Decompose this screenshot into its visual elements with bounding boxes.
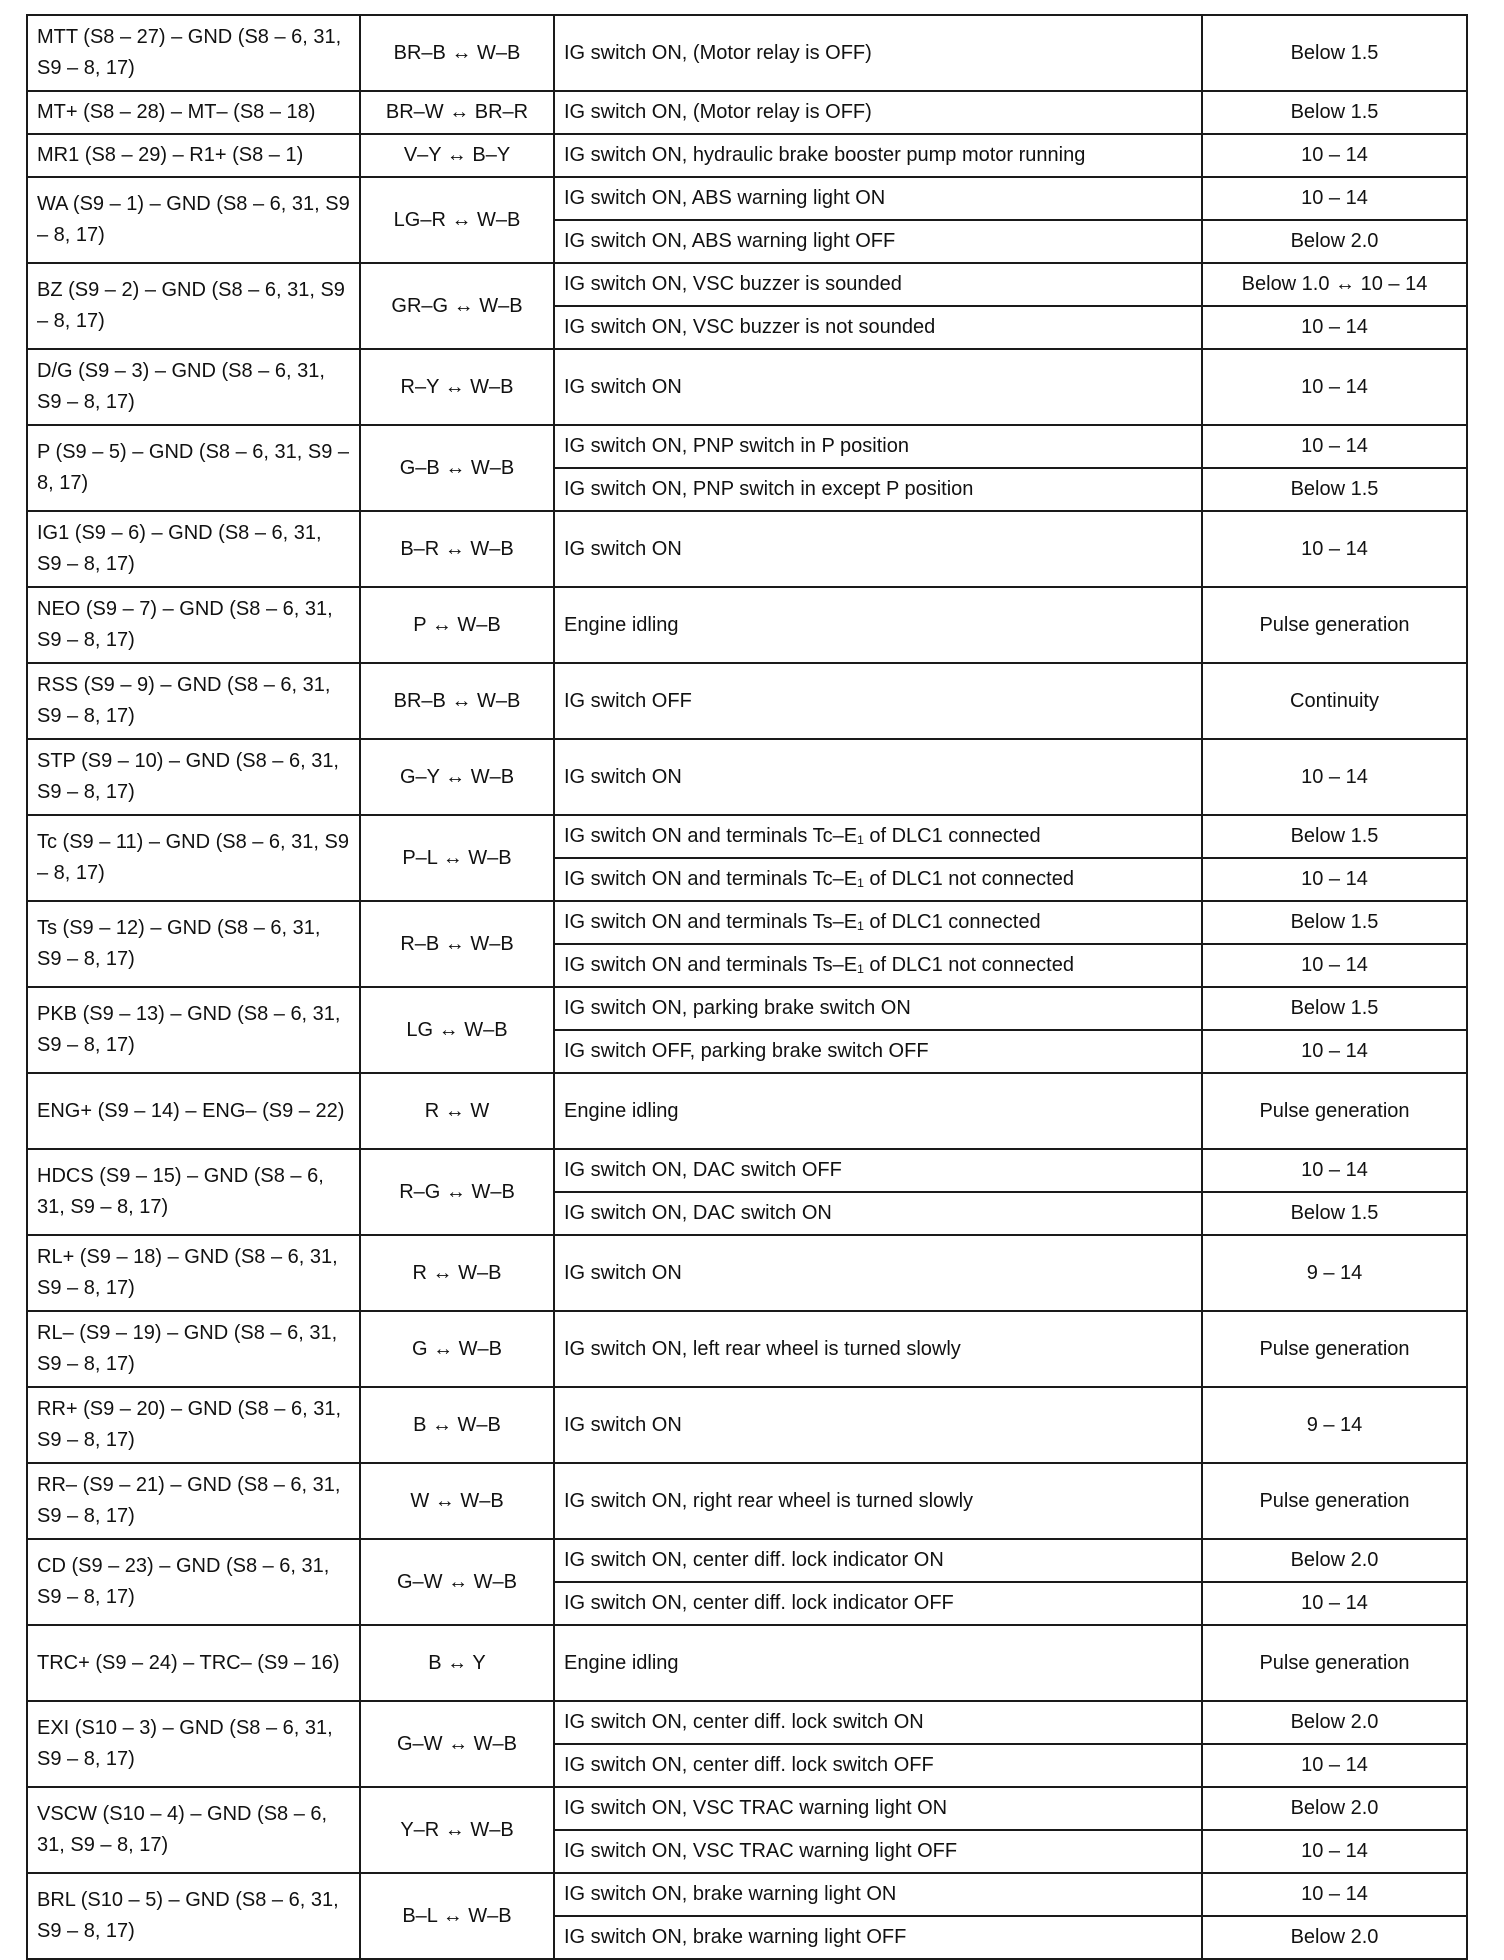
condition-cell: IG switch ON, center diff. lock switch ON (554, 1701, 1202, 1744)
table-row (27, 263, 1467, 306)
wire-color-cell: Y–R ↔ W–B (360, 1787, 554, 1873)
specified-condition-cell: 9 – 14 (1202, 1235, 1467, 1311)
specified-condition-cell: Below 1.5 (1202, 815, 1467, 858)
specified-condition-cell: Continuity (1202, 663, 1467, 739)
specified-condition-cell: Below 1.5 (1202, 91, 1467, 134)
wire-color-cell: G–W ↔ W–B (360, 1701, 554, 1787)
condition-cell: IG switch ON, VSC buzzer is not sounded (554, 306, 1202, 349)
specified-condition-cell: Pulse generation (1202, 1311, 1467, 1387)
condition-cell: IG switch ON and terminals Tc–E₁ of DLC1 not connected (554, 858, 1202, 901)
terminal-cell: RSS (S9 – 9) – GND (S8 – 6, 31, S9 – 8, 17) (27, 663, 360, 739)
condition-cell: Engine idling (554, 587, 1202, 663)
terminal-cell: P (S9 – 5) – GND (S8 – 6, 31, S9 – 8, 17) (27, 425, 360, 511)
specified-condition-cell: 10 – 14 (1202, 1830, 1467, 1873)
condition-cell: IG switch ON, brake warning light ON (554, 1873, 1202, 1916)
specified-condition-cell: 10 – 14 (1202, 858, 1467, 901)
specified-condition-cell: Pulse generation (1202, 1463, 1467, 1539)
specified-condition-cell: 10 – 14 (1202, 1030, 1467, 1073)
condition-cell: IG switch ON, DAC switch ON (554, 1192, 1202, 1235)
table-row (27, 1539, 1467, 1582)
wire-color-cell: P ↔ W–B (360, 587, 554, 663)
table-row (27, 739, 1467, 815)
condition-cell: IG switch ON and terminals Ts–E₁ of DLC1 connected (554, 901, 1202, 944)
table-row (27, 1311, 1467, 1387)
wire-color-cell: LG–R ↔ W–B (360, 177, 554, 263)
specified-condition-cell: 10 – 14 (1202, 1744, 1467, 1787)
specified-condition-cell: 10 – 14 (1202, 177, 1467, 220)
table-row (27, 1073, 1467, 1149)
specified-condition-cell: Below 1.5 (1202, 15, 1467, 91)
condition-cell: IG switch ON and terminals Tc–E₁ of DLC1 connected (554, 815, 1202, 858)
wire-color-cell: GR–G ↔ W–B (360, 263, 554, 349)
table-row (27, 1149, 1467, 1192)
wire-color-cell: W ↔ W–B (360, 1463, 554, 1539)
terminal-cell: RL– (S9 – 19) – GND (S8 – 6, 31, S9 – 8, 17) (27, 1311, 360, 1387)
terminal-cell: STP (S9 – 10) – GND (S8 – 6, 31, S9 – 8, 17) (27, 739, 360, 815)
condition-cell: IG switch ON (554, 739, 1202, 815)
wire-color-cell: G ↔ W–B (360, 1311, 554, 1387)
condition-cell: IG switch ON, brake warning light OFF (554, 1916, 1202, 1959)
specified-condition-cell: 10 – 14 (1202, 425, 1467, 468)
terminal-cell: D/G (S9 – 3) – GND (S8 – 6, 31, S9 – 8, 17) (27, 349, 360, 425)
terminal-cell: PKB (S9 – 13) – GND (S8 – 6, 31, S9 – 8, 17) (27, 987, 360, 1073)
condition-cell: IG switch ON, parking brake switch ON (554, 987, 1202, 1030)
terminal-cell: MR1 (S8 – 29) – R1+ (S8 – 1) (27, 134, 360, 177)
terminal-inspection-table (26, 14, 1468, 1960)
table-row (27, 425, 1467, 468)
condition-cell: IG switch OFF (554, 663, 1202, 739)
specified-condition-cell: 10 – 14 (1202, 739, 1467, 815)
wire-color-cell: BR–B ↔ W–B (360, 15, 554, 91)
terminal-cell: RR– (S9 – 21) – GND (S8 – 6, 31, S9 – 8, 17) (27, 1463, 360, 1539)
table-row (27, 1873, 1467, 1916)
specified-condition-cell: Pulse generation (1202, 587, 1467, 663)
terminal-cell: RL+ (S9 – 18) – GND (S8 – 6, 31, S9 – 8, 17) (27, 1235, 360, 1311)
condition-cell: IG switch ON, center diff. lock indicator OFF (554, 1582, 1202, 1625)
condition-cell: IG switch ON (554, 511, 1202, 587)
table-row (27, 1787, 1467, 1830)
specified-condition-cell: 10 – 14 (1202, 306, 1467, 349)
specified-condition-cell: Pulse generation (1202, 1073, 1467, 1149)
condition-cell: Engine idling (554, 1625, 1202, 1701)
condition-cell: IG switch ON, PNP switch in P position (554, 425, 1202, 468)
wire-color-cell: B ↔ Y (360, 1625, 554, 1701)
table-row (27, 587, 1467, 663)
specified-condition-cell: Below 1.5 (1202, 468, 1467, 511)
terminal-cell: VSCW (S10 – 4) – GND (S8 – 6, 31, S9 – 8, 17) (27, 1787, 360, 1873)
terminal-cell: NEO (S9 – 7) – GND (S8 – 6, 31, S9 – 8, 17) (27, 587, 360, 663)
condition-cell: IG switch ON, ABS warning light ON (554, 177, 1202, 220)
terminal-cell: WA (S9 – 1) – GND (S8 – 6, 31, S9 – 8, 17) (27, 177, 360, 263)
terminal-cell: BZ (S9 – 2) – GND (S8 – 6, 31, S9 – 8, 17) (27, 263, 360, 349)
condition-cell: IG switch ON (554, 1387, 1202, 1463)
terminal-cell: TRC+ (S9 – 24) – TRC– (S9 – 16) (27, 1625, 360, 1701)
wire-color-cell: B ↔ W–B (360, 1387, 554, 1463)
condition-cell: IG switch ON, center diff. lock switch OFF (554, 1744, 1202, 1787)
condition-cell: IG switch ON, PNP switch in except P position (554, 468, 1202, 511)
terminal-cell: BRL (S10 – 5) – GND (S8 – 6, 31, S9 – 8, 17) (27, 1873, 360, 1959)
specified-condition-cell: 9 – 14 (1202, 1387, 1467, 1463)
table-row (27, 91, 1467, 134)
terminal-cell: IG1 (S9 – 6) – GND (S8 – 6, 31, S9 – 8, 17) (27, 511, 360, 587)
terminal-cell: EXI (S10 – 3) – GND (S8 – 6, 31, S9 – 8, 17) (27, 1701, 360, 1787)
wire-color-cell: G–W ↔ W–B (360, 1539, 554, 1625)
specified-condition-cell: 10 – 14 (1202, 511, 1467, 587)
table-row (27, 177, 1467, 220)
wire-color-cell: LG ↔ W–B (360, 987, 554, 1073)
specified-condition-cell: 10 – 14 (1202, 349, 1467, 425)
specified-condition-cell: Below 2.0 (1202, 1701, 1467, 1744)
specified-condition-cell: Below 1.5 (1202, 987, 1467, 1030)
condition-cell: IG switch ON, left rear wheel is turned slowly (554, 1311, 1202, 1387)
specified-condition-cell: 10 – 14 (1202, 134, 1467, 177)
specified-condition-cell: 10 – 14 (1202, 1149, 1467, 1192)
wire-color-cell: P–L ↔ W–B (360, 815, 554, 901)
condition-cell: IG switch ON (554, 349, 1202, 425)
table-row (27, 1387, 1467, 1463)
condition-cell: IG switch ON (554, 1235, 1202, 1311)
specified-condition-cell: Below 2.0 (1202, 1916, 1467, 1959)
wire-color-cell: R ↔ W (360, 1073, 554, 1149)
table-row (27, 987, 1467, 1030)
wire-color-cell: R–Y ↔ W–B (360, 349, 554, 425)
wire-color-cell: B–L ↔ W–B (360, 1873, 554, 1959)
specified-condition-cell: Below 1.5 (1202, 901, 1467, 944)
terminal-cell: Tc (S9 – 11) – GND (S8 – 6, 31, S9 – 8, 17) (27, 815, 360, 901)
specified-condition-cell: Below 1.5 (1202, 1192, 1467, 1235)
condition-cell: IG switch ON, (Motor relay is OFF) (554, 15, 1202, 91)
condition-cell: IG switch ON, ABS warning light OFF (554, 220, 1202, 263)
table-row (27, 1701, 1467, 1744)
terminal-cell: MT+ (S8 – 28) – MT– (S8 – 18) (27, 91, 360, 134)
wire-color-cell: BR–B ↔ W–B (360, 663, 554, 739)
wire-color-cell: G–B ↔ W–B (360, 425, 554, 511)
table-row (27, 663, 1467, 739)
wire-color-cell: BR–W ↔ BR–R (360, 91, 554, 134)
specified-condition-cell: 10 – 14 (1202, 1873, 1467, 1916)
terminal-cell: MTT (S8 – 27) – GND (S8 – 6, 31, S9 – 8, 17) (27, 15, 360, 91)
table-row (27, 1235, 1467, 1311)
condition-cell: IG switch OFF, parking brake switch OFF (554, 1030, 1202, 1073)
specified-condition-cell: Pulse generation (1202, 1625, 1467, 1701)
wire-color-cell: B–R ↔ W–B (360, 511, 554, 587)
specified-condition-cell: Below 1.0 ↔ 10 – 14 (1202, 263, 1467, 306)
wire-color-cell: R–B ↔ W–B (360, 901, 554, 987)
terminal-cell: Ts (S9 – 12) – GND (S8 – 6, 31, S9 – 8, 17) (27, 901, 360, 987)
wire-color-cell: R–G ↔ W–B (360, 1149, 554, 1235)
condition-cell: IG switch ON, VSC TRAC warning light OFF (554, 1830, 1202, 1873)
terminal-cell: HDCS (S9 – 15) – GND (S8 – 6, 31, S9 – 8, 17) (27, 1149, 360, 1235)
specified-condition-cell: 10 – 14 (1202, 1582, 1467, 1625)
terminal-cell: CD (S9 – 23) – GND (S8 – 6, 31, S9 – 8, 17) (27, 1539, 360, 1625)
wire-color-cell: R ↔ W–B (360, 1235, 554, 1311)
condition-cell: IG switch ON, VSC buzzer is sounded (554, 263, 1202, 306)
specified-condition-cell: Below 2.0 (1202, 1787, 1467, 1830)
table-row (27, 134, 1467, 177)
table-row (27, 815, 1467, 858)
table-row (27, 15, 1467, 91)
table-row (27, 511, 1467, 587)
condition-cell: IG switch ON, hydraulic brake booster pump motor running (554, 134, 1202, 177)
wire-color-cell: G–Y ↔ W–B (360, 739, 554, 815)
condition-cell: IG switch ON, DAC switch OFF (554, 1149, 1202, 1192)
condition-cell: IG switch ON and terminals Ts–E₁ of DLC1 not connected (554, 944, 1202, 987)
table-row (27, 901, 1467, 944)
condition-cell: Engine idling (554, 1073, 1202, 1149)
table-row (27, 1463, 1467, 1539)
condition-cell: IG switch ON, (Motor relay is OFF) (554, 91, 1202, 134)
condition-cell: IG switch ON, right rear wheel is turned slowly (554, 1463, 1202, 1539)
specified-condition-cell: Below 2.0 (1202, 1539, 1467, 1582)
terminal-cell: ENG+ (S9 – 14) – ENG– (S9 – 22) (27, 1073, 360, 1149)
wire-color-cell: V–Y ↔ B–Y (360, 134, 554, 177)
table-row (27, 349, 1467, 425)
condition-cell: IG switch ON, VSC TRAC warning light ON (554, 1787, 1202, 1830)
condition-cell: IG switch ON, center diff. lock indicator ON (554, 1539, 1202, 1582)
specified-condition-cell: Below 2.0 (1202, 220, 1467, 263)
terminal-cell: RR+ (S9 – 20) – GND (S8 – 6, 31, S9 – 8, 17) (27, 1387, 360, 1463)
table-row (27, 1625, 1467, 1701)
specified-condition-cell: 10 – 14 (1202, 944, 1467, 987)
